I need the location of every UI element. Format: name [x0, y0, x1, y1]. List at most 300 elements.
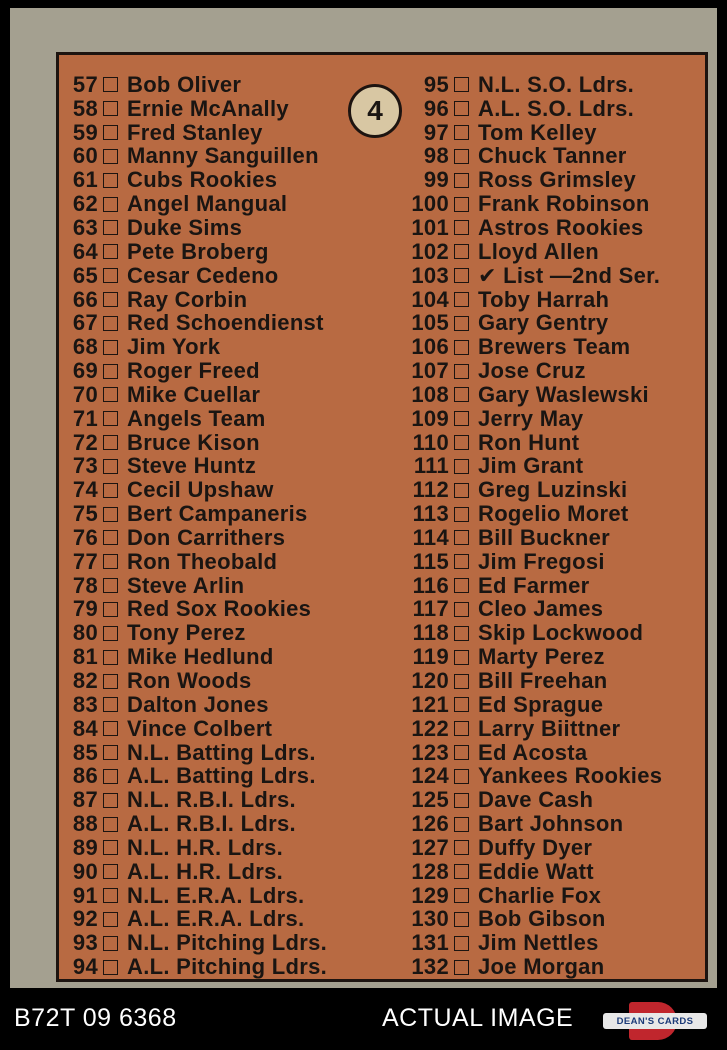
checkbox[interactable] — [454, 220, 469, 235]
checklist-row — [59, 717, 389, 741]
checkbox[interactable] — [103, 793, 118, 808]
checklist-row — [389, 407, 709, 431]
card-number: 65 — [72, 262, 98, 288]
checklist-row — [59, 741, 389, 765]
card-number: 90 — [72, 858, 98, 884]
checklist-row — [59, 335, 389, 359]
player-name: Dalton Jones — [127, 691, 269, 717]
checklist-row — [389, 860, 709, 884]
player-name: Jim Nettles — [478, 930, 599, 956]
player-name: Pete Broberg — [127, 238, 269, 264]
checklist-row — [389, 812, 709, 836]
player-name: Bob Oliver — [127, 71, 242, 97]
checklist-number-badge: 4 — [348, 84, 402, 138]
card-number: 109 — [411, 405, 449, 431]
card-number: 111 — [413, 453, 449, 479]
card-number: 110 — [412, 429, 449, 455]
card-number: 101 — [411, 214, 449, 240]
checklist-row — [59, 693, 389, 717]
logo-text: DEAN'S CARDS — [603, 1013, 707, 1029]
card-number: 86 — [72, 763, 98, 789]
checklist-row — [59, 311, 389, 335]
checklist-row — [59, 955, 389, 979]
card-number: 63 — [72, 214, 98, 240]
player-name: Bill Buckner — [478, 524, 610, 550]
player-name: Tony Perez — [127, 620, 246, 646]
player-name: Bob Gibson — [478, 906, 606, 932]
card-number: 64 — [72, 238, 98, 264]
checkbox[interactable] — [454, 507, 469, 522]
checklist-row — [59, 788, 389, 812]
player-name: Red Sox Rookies — [127, 596, 312, 622]
checkbox[interactable] — [103, 173, 118, 188]
checkbox[interactable] — [103, 936, 118, 951]
card-number: 57 — [72, 71, 98, 97]
checkbox[interactable] — [103, 888, 118, 903]
card-number: 69 — [72, 358, 98, 384]
checkbox[interactable] — [454, 340, 469, 355]
card-number: 76 — [72, 524, 98, 550]
checklist-row — [59, 121, 389, 145]
player-name: Bart Johnson — [478, 811, 624, 837]
checklist-row — [389, 478, 709, 502]
checklist-row — [59, 645, 389, 669]
checklist-row — [389, 121, 709, 145]
card-number: 102 — [411, 238, 449, 264]
card-number: 79 — [72, 596, 98, 622]
card-number: 107 — [411, 358, 449, 384]
player-name: Charlie Fox — [478, 882, 602, 908]
checklist-row — [389, 764, 709, 788]
checkbox[interactable] — [454, 173, 469, 188]
checklist-row — [389, 311, 709, 335]
card-number: 73 — [72, 453, 98, 479]
actual-image-label: ACTUAL IMAGE — [382, 1004, 574, 1032]
checklist-row — [59, 97, 389, 121]
checklist-row — [389, 621, 709, 645]
checklist-row — [389, 97, 709, 121]
player-name: N.L. E.R.A. Ldrs. — [127, 882, 305, 908]
checklist-row — [59, 383, 389, 407]
checklist-row — [389, 192, 709, 216]
checkbox[interactable] — [103, 435, 118, 450]
checkbox[interactable] — [103, 602, 118, 617]
checklist-row — [389, 955, 709, 979]
checkbox[interactable] — [103, 817, 118, 832]
card-number: 59 — [72, 119, 98, 145]
card-number: 132 — [411, 954, 449, 980]
checkbox[interactable] — [454, 674, 469, 689]
checkbox[interactable] — [103, 745, 118, 760]
deans-cards-logo — [603, 1002, 707, 1040]
player-name: Toby Harrah — [478, 286, 610, 312]
checkbox[interactable] — [103, 364, 118, 379]
checkbox[interactable] — [103, 840, 118, 855]
checkbox[interactable] — [454, 888, 469, 903]
card-number: 122 — [411, 715, 449, 741]
checklist-row — [59, 931, 389, 955]
player-name: Ray Corbin — [127, 286, 248, 312]
player-name: N.L. R.B.I. Ldrs. — [127, 787, 296, 813]
card-number: 84 — [72, 715, 98, 741]
player-name: Ernie McAnally — [127, 95, 289, 121]
checklist-row — [59, 836, 389, 860]
checklist-right-column — [389, 73, 709, 979]
checklist-row — [59, 240, 389, 264]
card-number: 71 — [72, 405, 98, 431]
checkbox[interactable] — [454, 578, 469, 593]
checklist-row — [59, 478, 389, 502]
card-number: 72 — [72, 429, 98, 455]
checklist-row — [59, 502, 389, 526]
checklist-row — [59, 764, 389, 788]
player-name: Jim Grant — [478, 453, 584, 479]
card-number: 94 — [72, 954, 98, 980]
checklist-row — [389, 431, 709, 455]
cert-id-label: B72T 09 6368 — [14, 1004, 177, 1032]
player-name: N.L. H.R. Ldrs. — [127, 834, 284, 860]
player-name: Brewers Team — [478, 334, 631, 360]
checkbox[interactable] — [103, 459, 118, 474]
player-name: Jerry May — [478, 405, 584, 431]
checklist-row — [59, 550, 389, 574]
card-number: 77 — [72, 548, 98, 574]
player-name: Manny Sanguillen — [127, 143, 319, 169]
player-name: Cecil Upshaw — [127, 477, 274, 503]
player-name: Eddie Watt — [478, 858, 594, 884]
player-name: Cesar Cedeno — [127, 262, 279, 288]
checklist-row — [389, 693, 709, 717]
checkbox[interactable] — [454, 316, 469, 331]
player-name: Rogelio Moret — [478, 501, 629, 527]
card-number: 95 — [423, 71, 449, 97]
player-name: Duffy Dyer — [478, 834, 593, 860]
checklist-row — [59, 908, 389, 932]
checkbox[interactable] — [454, 292, 469, 307]
card-number: 103 — [411, 262, 449, 288]
card-number: 126 — [411, 811, 449, 837]
checklist-row — [59, 407, 389, 431]
card-number: 108 — [411, 381, 449, 407]
checklist-left-column — [59, 73, 389, 979]
card-number: 93 — [72, 930, 98, 956]
checkbox[interactable] — [103, 244, 118, 259]
checkbox[interactable] — [454, 435, 469, 450]
player-name: Bill Freehan — [478, 668, 608, 694]
checkbox[interactable] — [454, 77, 469, 92]
checklist-row — [389, 455, 709, 479]
player-name: Marty Perez — [478, 644, 605, 670]
checkbox[interactable] — [454, 650, 469, 665]
checkbox[interactable] — [103, 626, 118, 641]
card-number: 83 — [72, 691, 98, 717]
player-name: Larry Biittner — [478, 715, 621, 741]
checklist-row — [389, 335, 709, 359]
checkbox[interactable] — [454, 554, 469, 569]
card-number: 60 — [72, 143, 98, 169]
checklist-row — [389, 598, 709, 622]
checkbox[interactable] — [454, 793, 469, 808]
checkbox[interactable] — [454, 864, 469, 879]
card-number: 70 — [72, 381, 98, 407]
card-number: 129 — [411, 882, 449, 908]
card-number: 113 — [412, 501, 449, 527]
checkbox[interactable] — [454, 817, 469, 832]
checklist-row — [389, 288, 709, 312]
checkbox[interactable] — [103, 292, 118, 307]
checkbox[interactable] — [103, 769, 118, 784]
card-number: 104 — [411, 286, 449, 312]
checklist-row — [389, 550, 709, 574]
card-number: 61 — [72, 167, 98, 193]
card-number: 119 — [412, 644, 449, 670]
card-number: 115 — [412, 548, 449, 574]
player-name: Roger Freed — [127, 358, 260, 384]
checklist-row — [389, 741, 709, 765]
checkbox[interactable] — [454, 840, 469, 855]
checkbox[interactable] — [103, 125, 118, 140]
card-number: 112 — [412, 477, 449, 503]
player-name: A.L. E.R.A. Ldrs. — [127, 906, 305, 932]
checklist-row — [59, 812, 389, 836]
player-name: A.L. R.B.I. Ldrs. — [127, 811, 296, 837]
checkbox[interactable] — [454, 721, 469, 736]
checklist-row — [59, 526, 389, 550]
checkbox[interactable] — [103, 483, 118, 498]
footer-bar — [0, 990, 727, 1050]
card-number: 91 — [72, 882, 98, 908]
card-number: 114 — [412, 524, 449, 550]
checkbox[interactable] — [454, 197, 469, 212]
checkbox[interactable] — [103, 197, 118, 212]
card-number: 58 — [72, 95, 98, 121]
checkbox[interactable] — [454, 244, 469, 259]
card-number: 131 — [411, 930, 449, 956]
checklist-row — [389, 836, 709, 860]
checkbox[interactable] — [103, 268, 118, 283]
card-number: 123 — [411, 739, 449, 765]
card-number: 81 — [72, 644, 98, 670]
checkbox[interactable] — [103, 77, 118, 92]
checklist-panel — [56, 52, 708, 982]
card-number: 78 — [72, 572, 98, 598]
player-name: Greg Luzinski — [478, 477, 628, 503]
player-name: Steve Huntz — [127, 453, 257, 479]
checkbox[interactable] — [103, 220, 118, 235]
checklist-row — [59, 860, 389, 884]
player-name: ✔ List —2nd Ser. — [478, 262, 661, 288]
player-name: Don Carrithers — [127, 524, 286, 550]
player-name: Ron Woods — [127, 668, 252, 694]
checkbox[interactable] — [103, 864, 118, 879]
checklist-row — [59, 574, 389, 598]
checkbox[interactable] — [103, 316, 118, 331]
checkbox[interactable] — [454, 149, 469, 164]
checklist-row — [59, 73, 389, 97]
checkbox[interactable] — [454, 697, 469, 712]
player-name: Ross Grimsley — [478, 167, 636, 193]
checkbox[interactable] — [454, 626, 469, 641]
checkbox[interactable] — [454, 912, 469, 927]
checkbox[interactable] — [454, 602, 469, 617]
checkbox[interactable] — [454, 745, 469, 760]
card-number: 87 — [72, 787, 98, 813]
checklist-row — [389, 383, 709, 407]
card-number: 66 — [72, 286, 98, 312]
checkbox[interactable] — [454, 101, 469, 116]
checkbox[interactable] — [103, 340, 118, 355]
player-name: Steve Arlin — [127, 572, 245, 598]
checkbox[interactable] — [103, 650, 118, 665]
card-number: 128 — [411, 858, 449, 884]
checklist-row — [389, 931, 709, 955]
checklist-row — [59, 192, 389, 216]
card-number: 82 — [72, 668, 98, 694]
player-name: Ron Theobald — [127, 548, 278, 574]
player-name: Duke Sims — [127, 214, 243, 240]
checklist-row — [59, 264, 389, 288]
player-name: Frank Robinson — [478, 191, 650, 217]
card-number: 100 — [411, 191, 449, 217]
checklist-row — [389, 526, 709, 550]
checklist-row — [59, 216, 389, 240]
card-number: 121 — [411, 691, 449, 717]
checklist-row — [59, 669, 389, 693]
player-name: A.L. Batting Ldrs. — [127, 763, 316, 789]
checkbox[interactable] — [103, 530, 118, 545]
card-number: 62 — [72, 191, 98, 217]
card-number: 130 — [411, 906, 449, 932]
player-name: A.L. Pitching Ldrs. — [127, 954, 328, 980]
checklist-row — [59, 288, 389, 312]
player-name: Joe Morgan — [478, 954, 605, 980]
checkbox[interactable] — [454, 387, 469, 402]
checkbox[interactable] — [103, 912, 118, 927]
checkbox[interactable] — [103, 101, 118, 116]
checkbox[interactable] — [454, 459, 469, 474]
checkbox[interactable] — [454, 411, 469, 426]
player-name: Cleo James — [478, 596, 604, 622]
player-name: N.L. Pitching Ldrs. — [127, 930, 328, 956]
checkbox[interactable] — [454, 268, 469, 283]
player-name: Angels Team — [127, 405, 266, 431]
player-name: Jim York — [127, 334, 221, 360]
card-number: 92 — [72, 906, 98, 932]
checklist-row — [59, 455, 389, 479]
player-name: Skip Lockwood — [478, 620, 644, 646]
player-name: Cubs Rookies — [127, 167, 278, 193]
checkbox[interactable] — [103, 507, 118, 522]
checklist-row — [59, 431, 389, 455]
card-number: 106 — [411, 334, 449, 360]
checkbox[interactable] — [103, 721, 118, 736]
checklist-row — [59, 621, 389, 645]
card-number: 98 — [423, 143, 449, 169]
card-number: 67 — [72, 310, 98, 336]
player-name: Vince Colbert — [127, 715, 273, 741]
player-name: Yankees Rookies — [478, 763, 663, 789]
card-number: 85 — [72, 739, 98, 765]
checkbox[interactable] — [454, 530, 469, 545]
player-name: Lloyd Allen — [478, 238, 600, 264]
player-name: Angel Mangual — [127, 191, 288, 217]
checklist-row — [389, 264, 709, 288]
checklist-row — [389, 908, 709, 932]
player-name: N.L. S.O. Ldrs. — [478, 71, 635, 97]
checkbox[interactable] — [454, 483, 469, 498]
card-number: 96 — [423, 95, 449, 121]
checkbox[interactable] — [103, 554, 118, 569]
card-number: 88 — [72, 811, 98, 837]
player-name: Bruce Kison — [127, 429, 260, 455]
card-number: 74 — [72, 477, 98, 503]
player-name: A.L. S.O. Ldrs. — [478, 95, 635, 121]
checkbox[interactable] — [103, 697, 118, 712]
card-image — [10, 8, 717, 988]
player-name: Gary Waslewski — [478, 381, 649, 407]
card-number: 117 — [412, 596, 449, 622]
checkbox[interactable] — [454, 125, 469, 140]
player-name: Ed Farmer — [478, 572, 590, 598]
player-name: Dave Cash — [478, 787, 594, 813]
checklist-row — [389, 216, 709, 240]
player-name: A.L. H.R. Ldrs. — [127, 858, 284, 884]
player-name: Tom Kelley — [478, 119, 597, 145]
checkbox[interactable] — [454, 364, 469, 379]
checklist-row — [389, 574, 709, 598]
player-name: Ron Hunt — [478, 429, 580, 455]
checkbox[interactable] — [103, 960, 118, 975]
checkbox[interactable] — [103, 578, 118, 593]
player-name: Fred Stanley — [127, 119, 263, 145]
card-number: 80 — [72, 620, 98, 646]
checkbox[interactable] — [454, 769, 469, 784]
checklist-row — [59, 145, 389, 169]
checklist-row — [389, 240, 709, 264]
checkbox[interactable] — [103, 149, 118, 164]
checkbox[interactable] — [103, 674, 118, 689]
checklist-row — [389, 717, 709, 741]
card-number: 105 — [411, 310, 449, 336]
checklist-row — [389, 645, 709, 669]
card-number: 120 — [411, 668, 449, 694]
player-name: Ed Acosta — [478, 739, 588, 765]
card-number: 68 — [72, 334, 98, 360]
checklist-row — [389, 502, 709, 526]
checkbox[interactable] — [103, 411, 118, 426]
card-number: 127 — [411, 834, 449, 860]
checklist-row — [59, 884, 389, 908]
checklist-row — [59, 168, 389, 192]
checklist-row — [389, 669, 709, 693]
card-number: 97 — [423, 119, 449, 145]
player-name: Chuck Tanner — [478, 143, 627, 169]
checkbox[interactable] — [454, 936, 469, 951]
checklist-row — [59, 359, 389, 383]
checklist-row — [389, 73, 709, 97]
checkbox[interactable] — [103, 387, 118, 402]
checkbox[interactable] — [454, 960, 469, 975]
card-number: 75 — [72, 501, 98, 527]
player-name: Gary Gentry — [478, 310, 609, 336]
player-name: Red Schoendienst — [127, 310, 324, 336]
checklist-row — [389, 145, 709, 169]
checklist-row — [389, 788, 709, 812]
checklist-row — [389, 359, 709, 383]
checklist-row — [389, 884, 709, 908]
card-number: 116 — [412, 572, 449, 598]
player-name: Jose Cruz — [478, 358, 586, 384]
